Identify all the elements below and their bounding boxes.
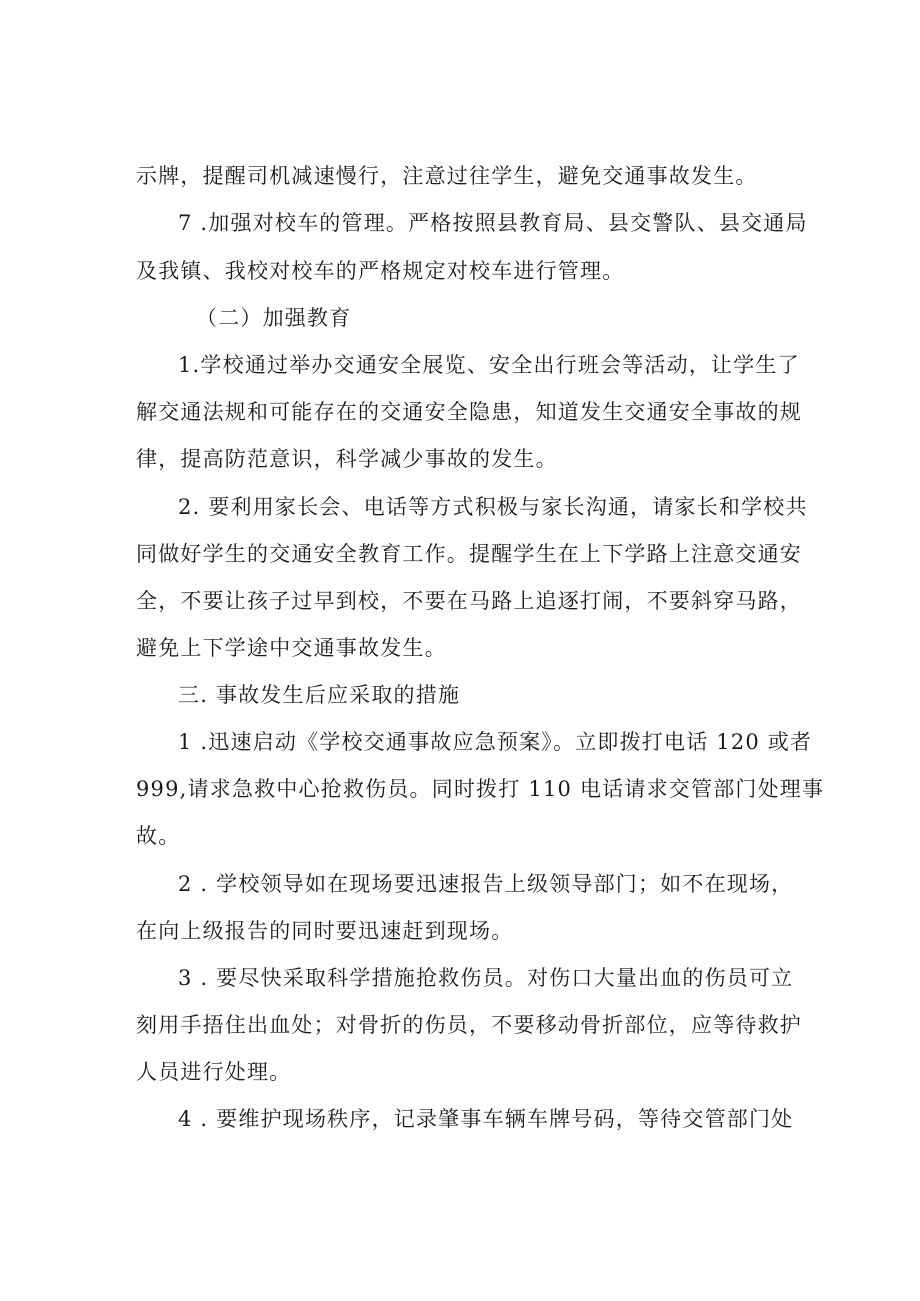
text-line: 2 . 学校领导如在现场要迅速报告上级领导部门；如不在现场， bbox=[178, 872, 794, 896]
text-line: 999,请求急救中心抢救伤员。同时拨打 110 电话请求交管部门处理事 bbox=[136, 777, 825, 801]
text-line: 刻用手捂住出血处；对骨折的伤员，不要移动骨折部位，应等待救护 bbox=[136, 1013, 802, 1037]
text-line: 避免上下学途中交通事故发生。 bbox=[136, 636, 447, 660]
section-heading: （二）加强教育 bbox=[196, 306, 352, 330]
text-line: 及我镇、我校对校车的严格规定对校车进行管理。 bbox=[136, 259, 625, 283]
text-line: 示牌，提醒司机减速慢行，注意过往学生，避免交通事故发生。 bbox=[136, 164, 758, 188]
text-line: 在向上级报告的同时要迅速赶到现场。 bbox=[136, 919, 514, 943]
text-line: 同做好学生的交通安全教育工作。提醒学生在上下学路上注意交通安 bbox=[136, 542, 802, 566]
text-line: 7 .加强对校车的管理。严格按照县教育局、县交警队、县交通局 bbox=[178, 211, 808, 235]
text-line: 解交通法规和可能存在的交通安全隐患，知道发生交通安全事故的规 bbox=[136, 400, 802, 424]
text-line: 律，提高防范意识，科学减少事故的发生。 bbox=[136, 447, 558, 471]
text-line: 4 . 要维护现场秩序，记录肇事车辆车牌号码，等待交管部门处 bbox=[178, 1107, 794, 1131]
text-line: 2. 要利用家长会、电话等方式积极与家长沟通，请家长和学校共 bbox=[178, 495, 808, 519]
text-line: 1.学校通过举办交通安全展览、安全出行班会等活动，让学生了 bbox=[178, 353, 800, 377]
text-line: 3 . 要尽快采取科学措施抢救伤员。对伤口大量出血的伤员可立 bbox=[178, 966, 794, 990]
text-line: 全，不要让孩子过早到校，不要在马路上追逐打闹，不要斜穿马路， bbox=[136, 589, 802, 613]
text-line: 1 .迅速启动《学校交通事故应急预案》。立即拨打电话 120 或者 bbox=[178, 730, 813, 754]
text-line: 人员进行处理。 bbox=[136, 1060, 292, 1084]
text-line: 故。 bbox=[136, 824, 181, 848]
section-heading: 三. 事故发生后应采取的措施 bbox=[178, 683, 461, 707]
